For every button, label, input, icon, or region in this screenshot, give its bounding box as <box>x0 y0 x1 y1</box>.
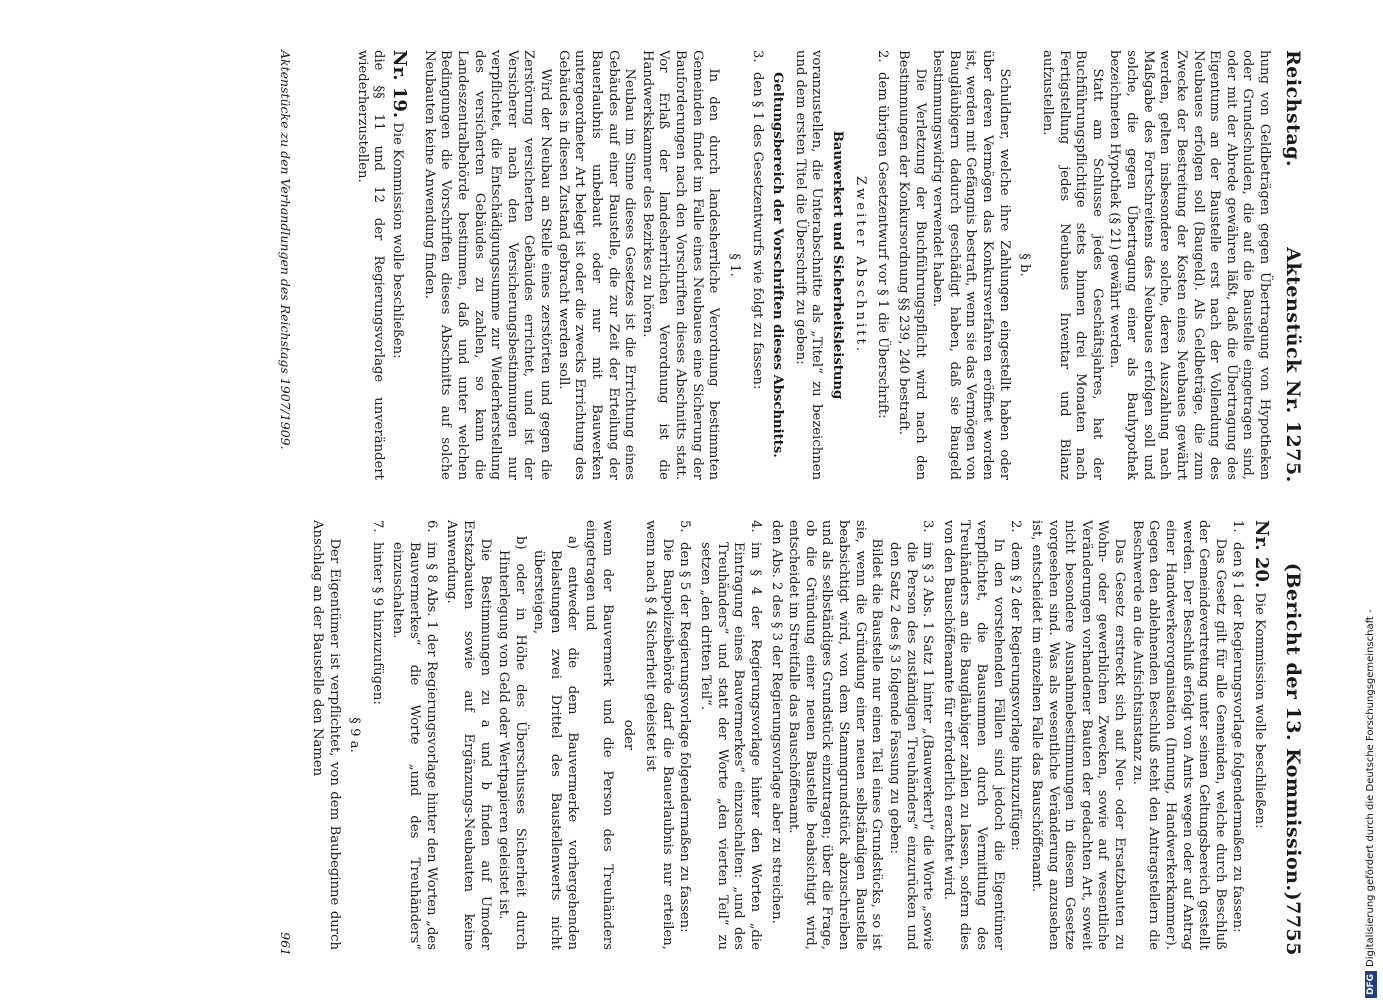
list-item <box>1229 520 1246 950</box>
item-text: den § 1 der Regierungsvorlage folgendermaßen zu fassen: <box>1230 542 1246 933</box>
sub-item: b) oder in Höhe des Überschusses Sicherheit durch Hinterlegung von Geld oder Wertpapieren geleistet ist. <box>496 536 528 950</box>
subsection-heading: Geltungsbereich der Vorschriften dieses Abschnitts. <box>770 72 786 458</box>
item-number: 3. <box>749 50 765 63</box>
paragraph: Die Baupolizeibehörde darf die Bauerlaubnis nur erteilen, wenn nach § 4 Sicherheit geleistet ist <box>643 520 675 950</box>
header-left: Reichstag. <box>1282 50 1304 168</box>
item-number: 3. <box>920 520 936 533</box>
paragraph: den Abs. 2 des § 3 der Regierungsvorlage aber zu streichen. <box>768 520 784 924</box>
item-text: den § 5 der Regierungsvorlage folgendermaßen zu fassen: <box>677 542 693 933</box>
list-item <box>874 50 891 480</box>
footer-left: Aktenstücke zu den Verhandlungen des Reichstags 1907/1909. <box>278 50 294 450</box>
item-number: 5. <box>677 520 693 533</box>
right-column <box>307 520 1272 950</box>
section-mark: § 9 a. <box>347 717 363 753</box>
paragraph: Das Gesetz erstreckt sich auf Neu- oder Ersatzbauten zu Wohn- oder gewerblichen Zwecken, sowie auf wesentliche Veränderungen vorhandener Bauten der gedachten Art, soweit nicht besondere Ausnahmebestimmungen in diesem Gesetze vorgesehen sind. Was als wesentliche Veränderung anzusehen ist, entscheidet im einzelnen Falle das Bauschöffenamt. <box>1028 520 1128 950</box>
paragraph: Wird der Neubau an Stelle eines zerstörten und gegen die Zerstörung versicherten Gebäudes errichtet, und ist der Versicherer nach den Versicherungsbestimmungen nur verpflichtet, die Entschädigungssumme zur Wiederherstellung des versicherten Gebäudes zu zahlen, so kann die Landeszentralbehörde bestimmen, daß und unter welchen Bedingungen die Vorschriften dieses Abschnitts auf solche Neubauten keine Anwendung finden. <box>421 50 554 480</box>
item-text: im § 4 der Regierungsvorlage hinter den Worten „die Eintragung eines Bauvermerkes“ einzuschalten: „und des Treuhänders“ und statt der Worte „den vierten Teil“ zu setzen „den dritten Teil“. <box>698 542 763 950</box>
item-text: im § 8 Abs. 1 der Regierungsvorlage hinter den Worten „des Bauvermerkes“ die Worte „und des Treuhänders“ einzuschalten. <box>390 542 439 950</box>
item-number: 1. <box>1230 520 1246 533</box>
paragraph: hung von Geldbeträgen gegen Übertragung von Hypotheken oder Grundschulden, die auf die Baustelle eingetragen sind, oder mit der Abrede gewähren läßt, daß die Übertragung des Eigentums an der Baustelle erst nach der Vollendung des Neubaues erfolgen soll (Baugeld). Als Geldbeträge, die zum Zwecke der Bestreitung der Kosten eines Neubaues gewährt werden, gelten insbesondere solche, deren Auszahlung nach Maßgabe des Fortschreitens des Neubaues erfolgen soll und solche, die gegen Übertragung einer als Bauhypothek bezeichneten Hypothek (§ 21) gewährt werden. <box>1107 50 1273 480</box>
paragraph: die §§ 11 und 12 der Regierungsvorlage unverändert wiederherzustellen. <box>354 50 387 480</box>
motion-header <box>1249 520 1272 950</box>
motion-text: Die Kommission wolle beschließen: <box>390 122 406 359</box>
section-mark: § b. <box>1017 253 1033 277</box>
list-item <box>1007 520 1024 950</box>
sub-item: a) entweder die dem Bauvermerke vorhergehenden Belastungen zwei Drittel des Baustellenwerts nicht übersteigen, <box>531 536 580 950</box>
item-number: 2. <box>1008 520 1024 533</box>
paragraph: Neubau im Sinne dieses Gesetzes ist die Errichtung eines Gebäudes auf einer Baustelle, die zur Zeit der Erteilung der Bauerlaubnis unbebaut oder nur mit Bauwerken untergeordneter Art belegt ist oder die zwecks Errichtung des Gebäudes in diesen Zustand gebracht werden soll. <box>555 50 638 480</box>
item-text: den § 1 des Gesetzentwurfs wie folgt zu fassen: <box>749 72 765 390</box>
list-item <box>748 50 765 480</box>
digitization-credit <box>1365 609 1377 998</box>
paragraph: Statt am Schlusse jedes Geschäftsjahres, hat der Buchführungspflichtige stets binnen drei Monaten nach Fertigstellung jedes Neubaues Inventar und Bilanz aufzustellen. <box>1039 50 1105 480</box>
left-column <box>307 50 1272 480</box>
list-item <box>389 520 439 950</box>
section-heading: Zweiter Abschnitt. <box>852 175 868 355</box>
paragraph: Die Verletzung der Buchführungspflicht wird nach den Bestimmungen der Konkursordnung §§ 239, 240 bestraft. <box>895 50 928 480</box>
list-item <box>696 520 763 950</box>
credit-text: Digitalisierung gefördert durch die Deutsche Forschungsgemeinschaft - <box>1365 609 1376 967</box>
header-right-title: (Bericht der 13. Kommission.) <box>1282 562 1304 902</box>
paragraph: In den vorstehenden Fällen sind jedoch die Eigentümer verpflichtet, die Bausummen durch Vermittlung des Treuhänders an die Baugläubiger zahlen zu lassen, sofern dies von den Bauschöffenamte für erforderlich erachtet wird. <box>940 520 1006 950</box>
item-number: 4. <box>747 520 763 533</box>
motion-text: Die Kommission wolle beschließen: <box>1252 592 1268 829</box>
paragraph: Der Eigentümer ist verpflichtet, von dem Baubeginne durch Anschlag an der Baustelle den Namen <box>309 520 342 950</box>
paragraph: In den durch landesherrliche Verordnung bestimmten Gemeinden findet im Falle eines Neubaues eine Sicherung der Bauforderungen nach den Vorschriften dieses Abschnitts statt. Vor Erlaß der landesherrlichen Verordnung ist die Handwerkskammer des Bezirkes zu hören. <box>639 50 722 480</box>
paragraph: voranzustellen, die Unterabschnitte als „Titel“ zu bezeichnen und dem ersten Titel die Überschrift zu geben: <box>792 50 825 480</box>
list-item <box>368 520 385 950</box>
motion-number: Nr. 20. <box>1251 520 1273 589</box>
paragraph: Bildet die Baustelle nur einen Teil eines Grundstücks, so ist sie, wenn die Gründung einer neuen selbständigen Baustelle beabsichtigt wird, von dem Stammgrundstück abzuschreiben und als selbständiges Grundstück einzutragen; über die Frage, ob die Gründung einer neuen Baustelle beabsichtigt wird, entscheidet im Streitfalle das Bauschöffenamt. <box>786 520 885 950</box>
motion-header <box>387 50 410 480</box>
motion-number: Nr. 19. <box>389 50 411 119</box>
item-text: dem übrigen Gesetzentwurf vor § 1 die Überschrift: <box>875 72 891 419</box>
item-text: im § 3 Abs. 1 Satz 1 hinter „(Bauwerkert)“ die Worte „sowie die Person des zuständigen Treuhänders“ einzurücken und den Satz 2 des § 3 folgende Fassung zu geben: <box>886 542 936 950</box>
list-item <box>885 520 935 950</box>
paragraph: Schuldner, welche ihre Zahlungen eingestellt haben oder über deren Vermögen das Konkursverfahren eröffnet worden ist, werden mit Gefängnis bestraft, wenn sie das Vermögen von Baugläubigern dadurch geschädigt haben, daß sie Baugeld bestimmungswidrig verwendet haben. <box>930 50 1012 480</box>
footer-page-number: 961 <box>278 932 294 956</box>
item-number: 6. <box>423 520 439 533</box>
item-number: 7. <box>369 520 385 533</box>
section-heading-bold: Bauwerkert und Sicherheitsleistung <box>830 130 846 400</box>
page-footer <box>278 50 294 956</box>
paragraph: Die Bestimmungen zu a und b finden auf Umoder Erstazbauten sowie auf Ergänzungs-Neubauten keine Anwendung. <box>444 520 493 950</box>
paragraph: wenn der Bauvermerk und die Person des Treuhänders eingetragen und <box>583 520 615 950</box>
header-middle: Aktenstück Nr. 1275. <box>1282 247 1304 483</box>
running-header <box>1272 50 1304 956</box>
header-page-number: 7755 <box>1282 901 1304 956</box>
section-mark: § 1. <box>726 253 742 277</box>
paragraph: oder <box>620 719 636 751</box>
item-text: hinter § 9 hinzuzufügen: <box>369 542 385 705</box>
list-item <box>676 520 693 950</box>
item-text: dem § 2 der Regierungsvorlage hinzuzufügen: <box>1008 542 1024 851</box>
dfg-logo: DFG <box>1365 971 1377 998</box>
paragraph: Das Gesetz gilt für alle Gemeinden, welche durch Beschluß der Gemeindevertretung unter seinen Geltungsbereich gestellt werden. Der Beschluß erfolgt von Amts wegen oder auf Antrag einer Handwerkerorganisation (Innung, Handwerkerkammer). Gegen den ablehnenden Beschluß steht den Antragstellern die Beschwerde an die Aufsichtsinstanz zu. <box>1129 520 1228 950</box>
item-number: 2. <box>875 50 891 63</box>
